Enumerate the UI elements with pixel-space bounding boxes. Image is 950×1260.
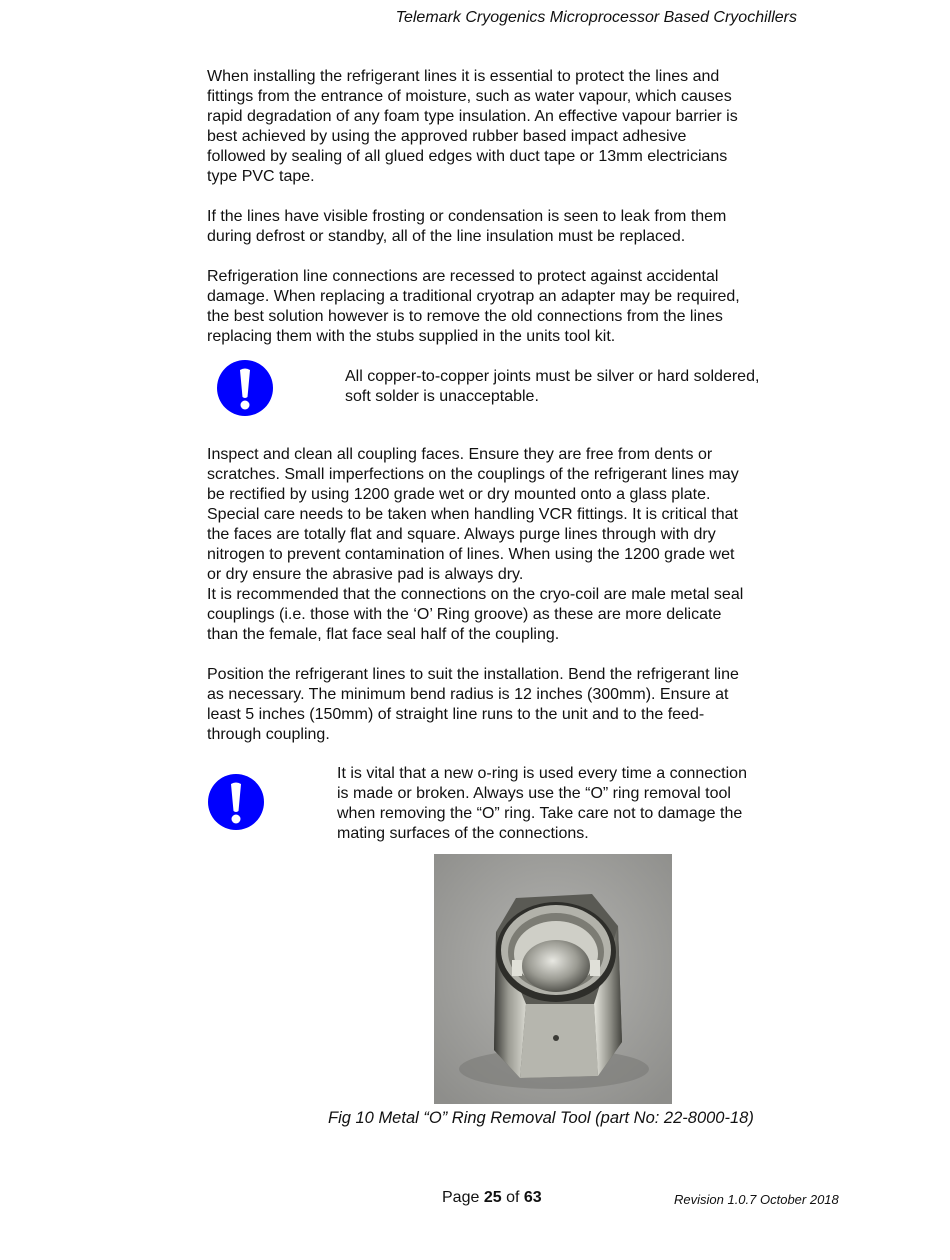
- warning-solder-text: All copper-to-copper joints must be silver or hard soldered, soft solder is unacceptable.: [345, 368, 760, 405]
- oring-removal-tool-photo: [434, 854, 672, 1104]
- paragraph-vapour-barrier: When installing the refrigerant lines it is essential to protect the lines and fittings from the entrance of moisture, such as water vapour, which causes rapid degradation of any foam type insulation. An effective vapour barrier is best achieved by using the approved rubber based impact adhesive followed by sealing of all glued edges with duct tape or 13mm electricians type PVC tape.: [207, 68, 738, 185]
- paragraph-line-connections: Refrigeration line connections are recessed to protect against accidental damage. When replacing a traditional cryotrap an adapter may be required, the best solution however is to remove the old connections from the lines replacing them with the stubs supplied in the units tool kit.: [207, 268, 740, 345]
- paragraph-frosting: If the lines have visible frosting or condensation is seen to leak from them during defrost or standby, all of the line insulation must be replaced.: [207, 208, 727, 245]
- figure-caption: Fig 10 Metal “O” Ring Removal Tool (part No: 22-8000-18): [328, 1109, 754, 1127]
- revision-label: Revision 1.0.7 October 2018: [674, 1192, 839, 1207]
- exclamation-icon: [216, 359, 274, 417]
- exclamation-icon: [207, 773, 265, 831]
- warning-oring-text: It is vital that a new o-ring is used every time a connection is made or broken. Always use the “O” ring removal tool when removing the “O” ring. Take care not to damage the mating surfaces of the connections.: [337, 765, 747, 842]
- page-number: Page 25 of 63: [442, 1189, 542, 1206]
- paragraph-coupling-faces: Inspect and clean all coupling faces. Ensure they are free from dents or scratches. Small imperfections on the couplings of the refrigerant lines may be rectified by using 1200 grade wet or dry mounted onto a glass plate. Special care needs to be taken when handling VCR fittings. It is critical that the faces are totally flat and square. Always purge lines through with dry nitrogen to prevent contamination of lines. When using the 1200 grade wet or dry ensure the abrasive pad is always dry. It is recommended that the connections on the cryo-coil are male metal seal couplings (i.e. those with the ‘O’ Ring groove) as these are more delicate than the female, flat face seal half of the coupling.: [207, 446, 744, 643]
- paragraph-positioning: Position the refrigerant lines to suit the installation. Bend the refrigerant line as necessary. The minimum bend radius is 12 inches (300mm). Ensure at least 5 inches (150mm) of straight line runs to the unit and to the feed- through coupling.: [207, 666, 739, 743]
- oring-tool-illustration: [434, 854, 672, 1104]
- page-header-title: Telemark Cryogenics Microprocessor Based Cryochillers: [395, 9, 797, 26]
